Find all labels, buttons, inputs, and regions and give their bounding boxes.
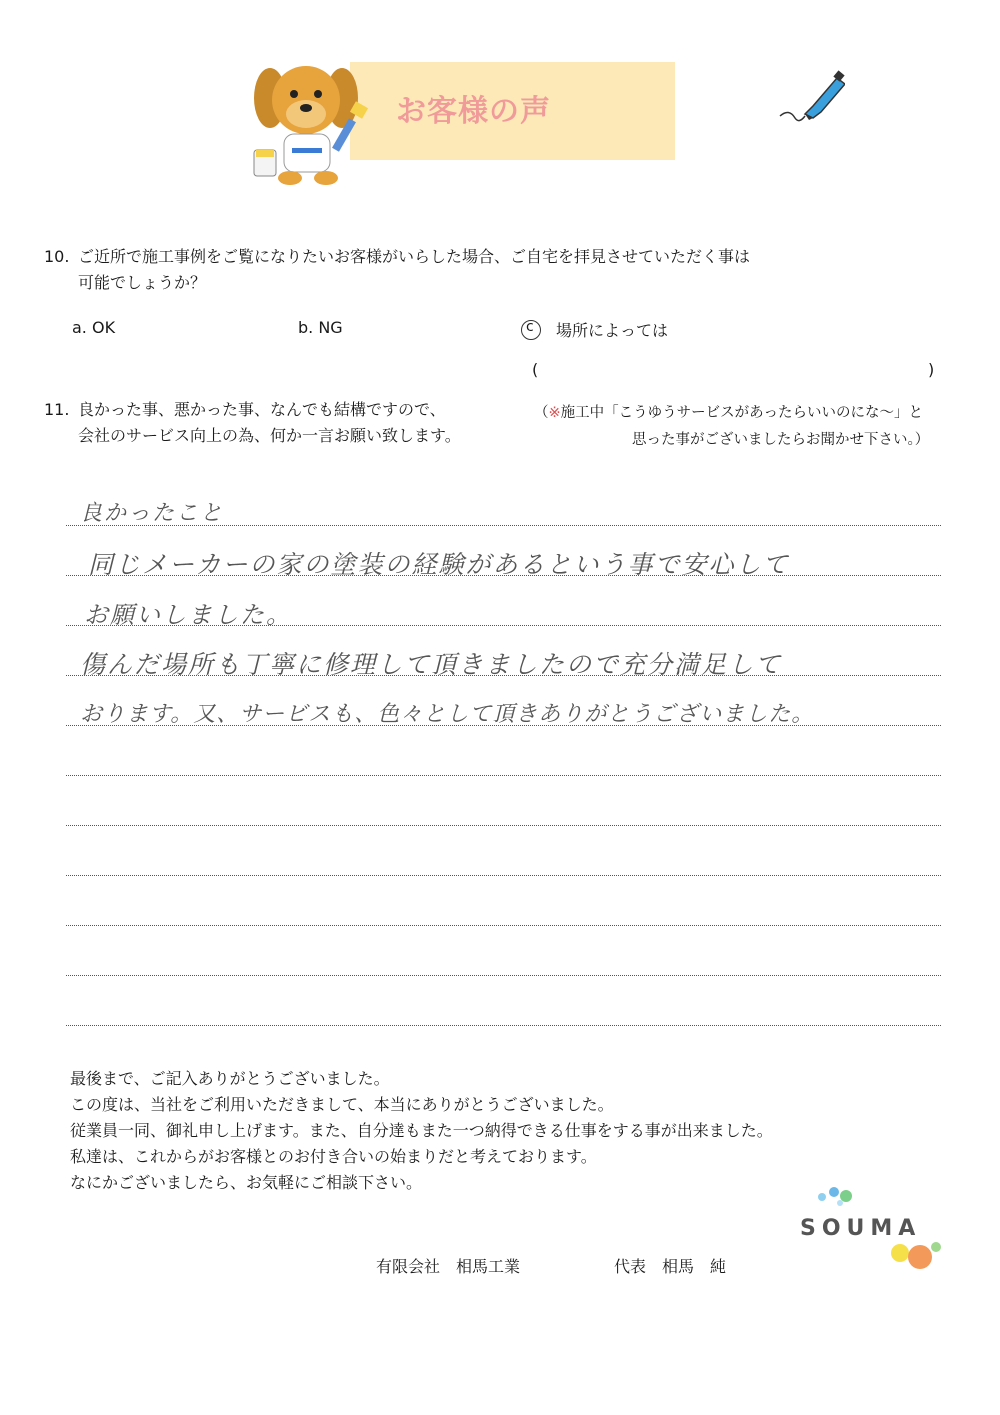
q10-option-ok[interactable]: a. OK xyxy=(72,318,116,337)
answer-rule xyxy=(66,875,941,876)
logo-text: SOUMA xyxy=(800,1216,922,1241)
q11-note-line2: 思った事がございましたらお聞かせ下さい。） xyxy=(632,432,930,448)
answer-rule xyxy=(66,675,941,676)
answer-rule xyxy=(66,1025,941,1026)
note-open-paren: （ xyxy=(534,405,549,421)
answer-line-2: 同じメーカーの家の塗装の経験があるという事で安心して xyxy=(88,550,790,579)
q10-text-line1: ご近所で施工事例をご覧になりたいお客様がいらした場合、ご自宅を拝見させていただく事は xyxy=(78,247,751,266)
answer-rule xyxy=(66,525,941,526)
q10-text-line2: 可能でしょうか？ xyxy=(78,273,207,292)
note-text-line1: 施工中「こうゆうサービスがあったらいいのにな～」と xyxy=(560,405,924,421)
company-name: 有限会社 相馬工業 xyxy=(376,1257,521,1276)
closing-message xyxy=(70,1066,773,1196)
answer-rule xyxy=(66,725,941,726)
answer-line-1: 良かったこと xyxy=(80,501,225,526)
answer-rule xyxy=(66,825,941,826)
closing-line-5: なにかございましたら、お気軽にご相談下さい。 xyxy=(70,1173,423,1192)
q11-text-line1: 良かった事、悪かった事、なんでも結構ですので、 xyxy=(78,400,446,419)
q11-number: 11. xyxy=(44,400,70,419)
q10-option-c-letter[interactable]: c xyxy=(526,319,534,335)
page-title: お客様の声 xyxy=(396,94,551,129)
answer-rule xyxy=(66,925,941,926)
q10-number: 10. xyxy=(44,247,70,266)
q11-note-line1 xyxy=(534,401,923,422)
q10-paren-close: ) xyxy=(928,360,935,379)
answer-rule xyxy=(66,775,941,776)
closing-line-4: 私達は、これからがお客様とのお付き合いの始まりだと考えております。 xyxy=(70,1147,597,1166)
pen-icon xyxy=(775,68,845,128)
q10-option-depends[interactable]: 場所によっては xyxy=(556,321,669,340)
dog-mascot-icon xyxy=(240,58,380,188)
q11-text-line2: 会社のサービス向上の為、何か一言お願い致します。 xyxy=(78,426,461,445)
closing-line-1: 最後まで、ご記入ありがとうございました。 xyxy=(70,1069,390,1088)
q10-paren-open: ( xyxy=(532,360,539,379)
note-asterisk-mark: ※ xyxy=(548,405,561,421)
closing-line-2: この度は、当社をご利用いただきまして、本当にありがとうございました。 xyxy=(70,1095,614,1114)
answer-line-5: おります。又、サービスも、色々として頂きありがとうございました。 xyxy=(80,702,815,727)
q10-option-ng[interactable]: b. NG xyxy=(298,318,343,337)
answer-rule xyxy=(66,575,941,576)
answer-line-3: お願いしました。 xyxy=(84,601,292,629)
representative-name: 代表 相馬 純 xyxy=(614,1257,727,1276)
answer-rule xyxy=(66,975,941,976)
answer-rule xyxy=(66,625,941,626)
closing-line-3: 従業員一同、御礼申し上げます。また、自分達もまた一つ納得できる仕事をする事が出来ました。 xyxy=(70,1121,773,1140)
answer-line-4: 傷んだ場所も丁寧に修理して頂きましたので充分満足して xyxy=(80,650,783,679)
